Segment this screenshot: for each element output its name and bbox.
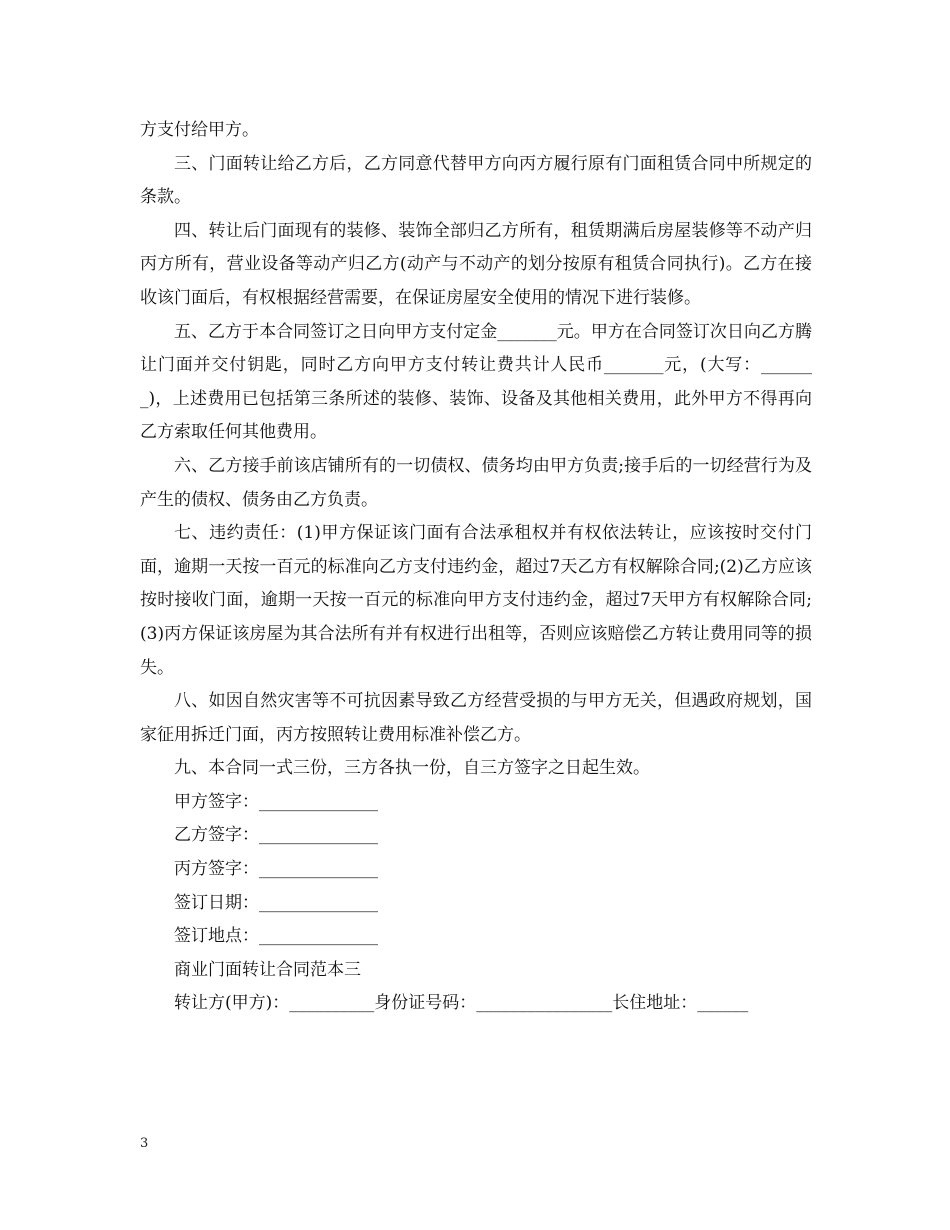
signing-place-field: 签订地点：______________ [174, 926, 378, 947]
party-b-signature-field: 乙方签字：______________ [174, 825, 378, 846]
transferor-info-line: 转让方(甲方)：__________身份证号码：________________长住地址：______ [174, 993, 749, 1014]
page-number: 3 [140, 1136, 149, 1151]
document-body [140, 114, 812, 1021]
party-c-signature-field: 丙方签字：______________ [174, 859, 378, 880]
clause-7: 七、违约责任：(1)甲方保证该门面有合法承租权并有权依法转让，应该按时交付门面，逾期一天按一百元的标准向乙方支付违约金，超过7天乙方有权解除合同;(2)乙方应该按时接收门面，逾期一天按一百元的标准向甲方支付违约金，超过7天甲方有权解除合同;(3)丙方保证该房屋为其合法所有并有权进行出租等，否则应该赔偿乙方转让费用同等的损失。 [140, 523, 812, 678]
clause-8: 八、如因自然灾害等不可抗因素导致乙方经营受损的与甲方无关，但遇政府规划，国家征用拆迁门面，丙方按照转让费用标准补偿乙方。 [140, 691, 812, 745]
clause-5: 五、乙方于本合同签订之日向甲方支付定金_______元。甲方在合同签订次日向乙方腾让门面并交付钥匙，同时乙方向甲方支付转让费共计人民币_______元，(大写：_______)，上述费用已包括第三条所述的装修、装饰、设备及其他相关费用，此外甲方不得再向乙方索取任何其他费用。 [140, 321, 812, 443]
section-title: 商业门面转让合同范本三 [174, 959, 361, 980]
clause-3: 三、门面转让给乙方后，乙方同意代替甲方向丙方履行原有门面租赁合同中所规定的条款。 [140, 153, 812, 208]
clause-6: 六、乙方接手前该店铺所有的一切债权、债务均由甲方负责;接手后的一切经营行为及产生的债权、债务由乙方负责。 [140, 455, 812, 510]
clause-9: 九、本合同一式三份，三方各执一份，自三方签字之日起生效。 [174, 758, 650, 779]
clause-4: 四、转让后门面现有的装修、装饰全部归乙方所有，租赁期满后房屋装修等不动产归丙方所有，营业设备等动产归乙方(动产与不动产的划分按原有租赁合同执行)。乙方在接收该门面后，有权根据经营需要，在保证房屋安全使用的情况下进行装修。 [140, 220, 812, 308]
party-a-signature-field: 甲方签字：______________ [174, 791, 378, 812]
signing-date-field: 签订日期：______________ [174, 892, 378, 913]
paragraph-continuation: 方支付给甲方。 [140, 120, 259, 140]
